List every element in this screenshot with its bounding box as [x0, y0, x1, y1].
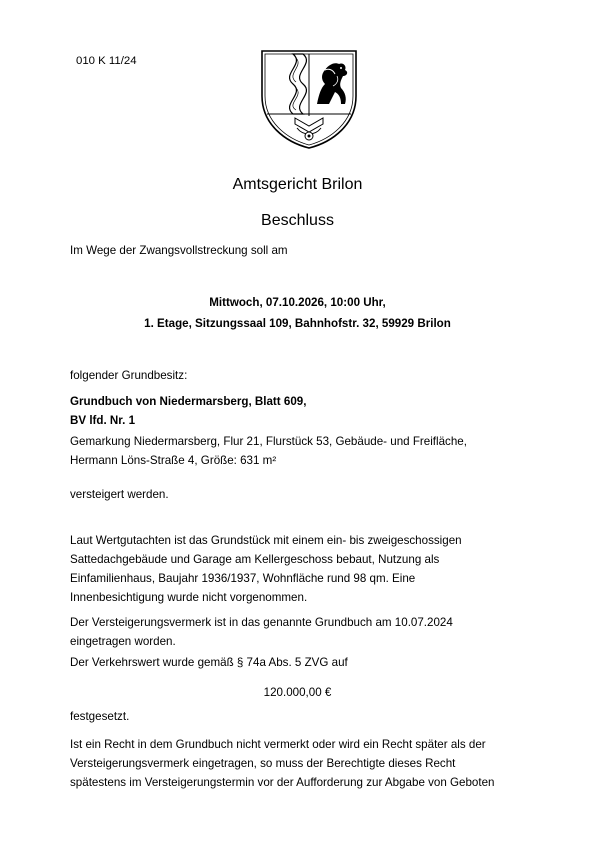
appraisal-paragraph	[70, 531, 462, 607]
appointment-date: Mittwoch, 07.10.2026, 10:00 Uhr,	[209, 296, 386, 309]
paragraph-line: Der Versteigerungsvermerk ist in das genannte Grundbuch am 10.07.2024	[70, 616, 453, 629]
court-name: Amtsgericht Brilon	[232, 176, 363, 193]
property-intro: folgender Grundbesitz:	[70, 369, 188, 382]
property-description	[70, 432, 467, 470]
rights-paragraph	[70, 735, 495, 792]
paragraph-line: eingetragen worden.	[70, 635, 176, 648]
paragraph-line: Laut Wertgutachten ist das Grundstück mit einem ein- bis zweigeschossigen	[70, 534, 462, 547]
market-value-outro: festgesetzt.	[70, 710, 130, 723]
property-entry: BV lfd. Nr. 1	[70, 414, 136, 427]
file-number: 010 K 11/24	[76, 55, 137, 67]
paragraph-line: Einfamilienhaus, Baujahr 1936/1937, Wohnfläche rund 98 qm. Eine	[70, 572, 416, 585]
intro-text: Im Wege der Zwangsvollstreckung soll am	[70, 244, 288, 257]
paragraph-line: Sattedachgebäude und Garage am Kellergeschoss bebaut, Nutzung als	[70, 553, 440, 566]
registration-paragraph	[70, 613, 453, 651]
description-line: Hermann Löns-Straße 4, Größe: 631 m²	[70, 454, 277, 467]
appointment-location: 1. Etage, Sitzungssaal 109, Bahnhofstr. 32, 59929 Brilon	[144, 317, 451, 330]
paragraph-line: Innenbesichtigung wurde nicht vorgenommen.	[70, 591, 308, 604]
paragraph-line: Versteigerungsvermerk eingetragen, so muss der Berechtigte dieses Recht	[70, 757, 456, 770]
market-value-amount: 120.000,00 €	[263, 686, 332, 699]
paragraph-line: spätestens im Versteigerungstermin vor der Aufforderung zur Abgabe von Geboten	[70, 776, 495, 789]
paragraph-line: Ist ein Recht in dem Grundbuch nicht vermerkt oder wird ein Recht später als der	[70, 738, 486, 751]
market-value-intro: Der Verkehrswert wurde gemäß § 74a Abs. 5 ZVG auf	[70, 656, 348, 669]
nrw-coat-of-arms-icon	[259, 46, 359, 150]
description-line: Gemarkung Niedermarsberg, Flur 21, Flurstück 53, Gebäude- und Freifläche,	[70, 435, 467, 448]
document-type: Beschluss	[261, 212, 334, 229]
property-register: Grundbuch von Niedermarsberg, Blatt 609,	[70, 395, 307, 408]
auctioned-text: versteigert werden.	[70, 488, 169, 501]
